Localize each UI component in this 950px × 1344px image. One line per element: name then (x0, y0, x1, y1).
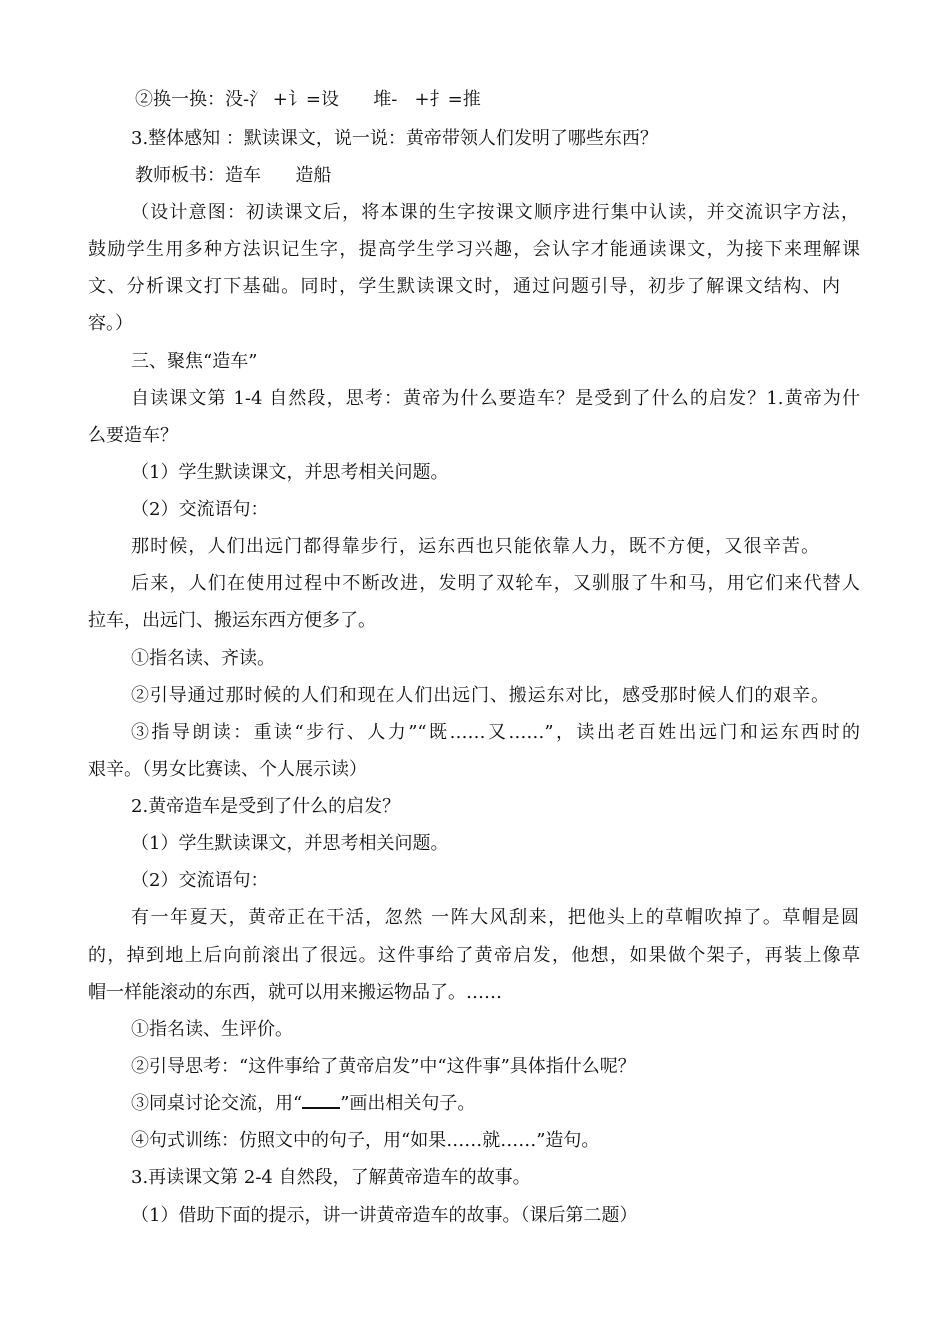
underline-blank (302, 1093, 340, 1109)
text-line: 3.再读课文第 2-4 自然段，了解黄帝造车的故事。 (131, 1167, 531, 1188)
text-line: 艰辛。（男女比赛读、个人展示读） (88, 759, 367, 780)
text-line: （2）交流语句： (131, 499, 269, 520)
text-segment: ③同桌讨论交流，用“ (131, 1093, 303, 1114)
quote-line: 有一年夏天，黄帝正在干活，忽然 一阵大风刮来，把他头上的草帽吹掉了。草帽是圆 (131, 907, 859, 928)
section-heading: 三、聚焦“造车” (131, 351, 258, 372)
text-line: 么要造车？ (88, 425, 178, 446)
text-line: ②引导思考：“这件事给了黄帝启发”中“这件事”具体指什么呢？ (131, 1056, 636, 1077)
quote-line: 拉车，出远门、搬运东西方便多了。 (88, 610, 376, 631)
quote-line: 的，掉到地上后向前滚出了很远。这件事给了黄帝启发，他想，如果做个架子，再装上像草 (88, 945, 860, 966)
text-line: ③指导朗读：重读“步行、人力”“既……又……”，读出老百姓出远门和运东西时的 (131, 722, 860, 743)
text-line: 鼓励学生用多种方法识记生字，提高学生学习兴趣，会认字才能通读课文，为接下来理解课 (88, 239, 860, 260)
text-line: ④句式训练：仿照文中的句子，用“如果……就……”造句。 (131, 1130, 600, 1151)
text-line: （设计意图：初读课文后，将本课的生字按课文顺序进行集中认读，并交流识字方法， (131, 202, 859, 223)
text-line: ①指名读、齐读。 (131, 648, 275, 669)
text-line (131, 1092, 475, 1116)
text-line: 文、分析课文打下基础。同时，学生默读课文时，通过问题引导，初步了解课文结构、内 (88, 276, 840, 297)
text-line: ②换一换：没-氵 +讠=设 堆- +扌=推 (135, 89, 481, 110)
text-line: （1）借助下面的提示，讲一讲黄帝造车的故事。（课后第二题） (131, 1205, 638, 1226)
text-line: （1）学生默读课文，并思考相关问题。 (131, 833, 449, 854)
text-line: （2）交流语句： (131, 870, 269, 891)
text-line: ①指名读、生评价。 (131, 1019, 293, 1040)
text-line: ②引导通过那时候的人们和现在人们出远门、搬运东对比，感受那时候人们的艰辛。 (131, 685, 829, 706)
text-line: 自读课文第 1-4 自然段，思考：黄帝为什么要造车？是受到了什么的启发？1.黄帝为什 (131, 388, 860, 409)
text-line: 教师板书：造车 造船 (135, 165, 332, 186)
text-line: 3.整体感知 ：默读课文，说一说：黄帝带领人们发明了哪些东西？ (131, 128, 658, 149)
quote-line: 帽一样能滚动的东西，就可以用来搬运物品了。…… (88, 982, 502, 1003)
quote-line: 那时候，人们出远门都得靠步行，运东西也只能依靠人力，既不方便，又很辛苦。 (131, 536, 819, 557)
text-segment: ”画出相关句子。 (340, 1093, 476, 1114)
quote-line: 后来，人们在使用过程中不断改进，发明了双轮车，又驯服了牛和马，用它们来代替人 (131, 573, 860, 594)
text-line: 容。） (88, 313, 133, 334)
text-line: 2.黄帝造车是受到了什么的启发？ (131, 796, 401, 817)
text-line: （1）学生默读课文，并思考相关问题。 (131, 462, 449, 483)
